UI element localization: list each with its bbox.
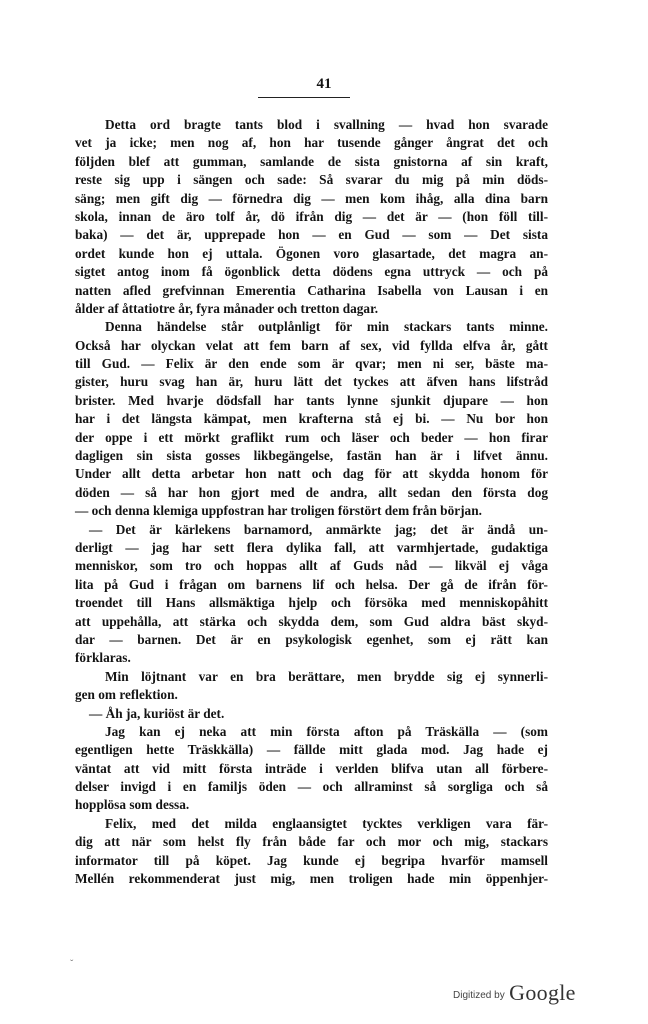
text-line: reste sig upp i sängen och sade: Så svarar du mig på min döds-: [75, 172, 548, 188]
google-logo: Google: [509, 980, 576, 1005]
text-line: ordet kunde hon ej uttala. Ögonen voro glasartade, det magra an-: [75, 245, 548, 261]
text-line: sigtet antog inom få ögonblick detta dödens egna uttryck — och på: [75, 264, 548, 280]
text-line: att uppehålla, att stärka och skydda dem, som Gud aldra bäst skyd-: [75, 613, 548, 629]
text-line: Jag kan ej neka att min första afton på Träskälla — (som: [105, 723, 548, 739]
text-line: Mellén rekommenderat just mig, men troligen hade min öppenhjer-: [75, 871, 548, 887]
text-line: Också har olyckan velat att fem barn af sex, vid fyllda elfva år, gått: [75, 337, 548, 353]
text-line: delser invigd i en familjs öden — och allraminst så sorgliga och så: [75, 779, 548, 795]
text-line: — Åh ja, kuriöst är det.: [89, 705, 225, 721]
text-line: Denna händelse står outplånligt för min stackars tants minne.: [105, 319, 548, 335]
text-line: troendet till Hans allsmäktiga hjelp och försöka med menniskopåhitt: [75, 595, 548, 611]
text-line: Under allt detta arbetar hon natt och dag för att skydda honom för: [75, 466, 548, 482]
body-text: [75, 116, 548, 888]
text-line: brister. Med hvarje dödsfall har tants lynne sjunkit djupare — hon: [75, 392, 548, 408]
text-line: säng; men gift dig — förnedra dig — men kom ihåg, alla dina barn: [75, 190, 548, 206]
text-line: väntat att vid mitt första inträde i verlden blifva utan all förbere-: [75, 760, 548, 776]
text-line: Detta ord bragte tants blod i svallning — hvad hon svarade: [105, 117, 548, 132]
text-line: vet ja icke; men nog af, hon har tusende gånger ångrat det och: [75, 135, 548, 151]
text-line: förklaras.: [75, 650, 131, 666]
text-line: natten afled grefvinnan Emerentia Catharina Isabella von Lausan i en: [75, 282, 548, 298]
text-line: lita på Gud i frågan om barnens lif och helsa. Der gå de ifrån för-: [75, 576, 548, 592]
text-line: der oppe i ett mörkt graflikt rum och läser och beder — hon firar: [75, 429, 548, 445]
text-line: menniskor, som tro och hoppas allt af Guds nåd — likväl ej våga: [75, 558, 548, 574]
text-line: — och denna klemiga uppfostran har troligen förstört dem från början.: [75, 503, 482, 519]
digitized-label: Digitized by: [453, 990, 505, 1001]
text-line: gen om reflektion.: [75, 687, 178, 703]
text-line: informator till på köpet. Jag kunde ej begripa hvarför mamsell: [75, 852, 548, 868]
page-number: 41: [316, 76, 332, 92]
text-line: Felix, med det milda englaansigtet tycktes verkligen vara fär-: [105, 815, 548, 831]
header-rule: [258, 97, 350, 98]
text-line: dar — barnen. Det är en psykologisk egenhet, som ej rätt kan: [75, 631, 548, 647]
text-line: ålder af åttatiotre år, fyra månader och tretton dagar.: [75, 300, 379, 316]
text-line: — Det är kärlekens barnamord, anmärkte jag; det är ändå un-: [89, 521, 548, 537]
text-line: derligt — jag har sett flera dylika fall, att varmhjertade, gudaktiga: [75, 539, 548, 555]
text-line: egentligen hette Träskkälla) — fällde mitt glada mod. Jag hade ej: [75, 742, 548, 758]
text-line: hopplösa som dessa.: [75, 797, 190, 813]
text-line: baka) — det är, upprepade hon — en Gud — som — Det sista: [75, 227, 548, 243]
text-line: till Gud. — Felix är den ende som är qvar; men ni ser, bäste ma-: [75, 356, 548, 372]
text-line: har i det längsta kämpat, men krafterna stå ej bi. — Nu bor hon: [75, 411, 548, 427]
text-line: skola, innan de äro tolf år, dö ifrån dig — det är — (hon föll till-: [75, 208, 548, 224]
digitized-by-google-watermark: [453, 980, 593, 1006]
text-line: Min löjtnant var en bra berättare, men brydde sig ej synnerli-: [105, 668, 548, 684]
stray-mark: ˇ: [70, 959, 74, 970]
text-line: följden blef att gumman, samlande de sista gnistorna af sin kraft,: [75, 153, 548, 169]
text-line: dagligen sin sista gosses likbegängelse, fastän han är i lifvet ännu.: [75, 448, 548, 464]
text-line: gister, huru svag han är, huru lätt det tyckes att äfven hans lifstråd: [75, 374, 548, 390]
text-line: döden — så har hon gjort med de andra, allt sedan den första dog: [75, 484, 548, 500]
text-line: dig att när som helst fly från både far och mor och mig, stackars: [75, 834, 548, 850]
